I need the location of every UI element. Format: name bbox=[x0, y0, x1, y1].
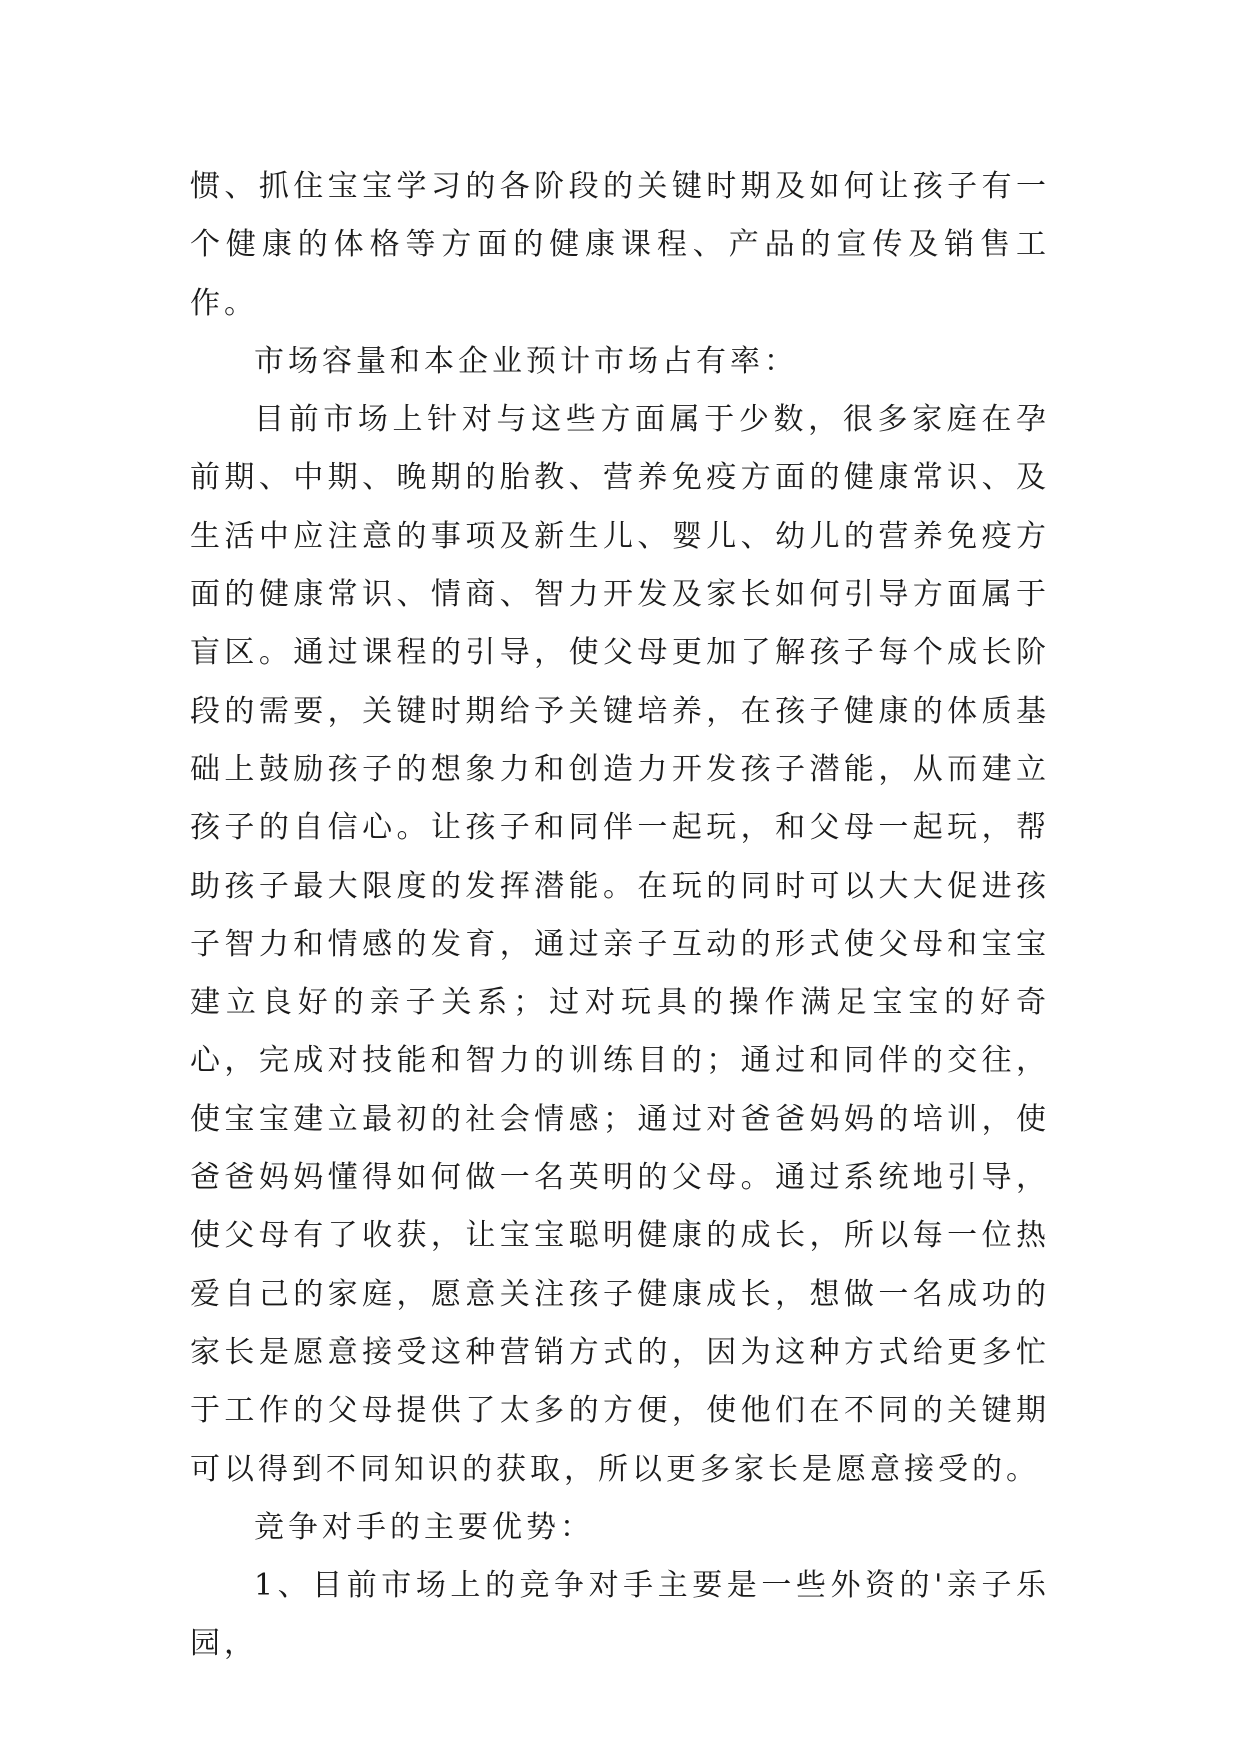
list-item-competitor-1: 1、目前市场上的竞争对手主要是一些外资的'亲子乐园， bbox=[190, 1568, 1050, 1662]
section-heading-market-capacity: 市场容量和本企业预计市场占有率： bbox=[254, 343, 798, 379]
section-heading-competitor-advantages: 竞争对手的主要优势： bbox=[254, 1509, 594, 1545]
document-body bbox=[190, 158, 1050, 1674]
paragraph-market-analysis: 目前市场上针对与这些方面属于少数，很多家庭在孕前期、中期、晚期的胎教、营养免疫方面的健康常识、及生活中应注意的事项及新生儿、婴儿、幼儿的营养免疫方面的健康常识、情商、智力开发及家长如何引导方面属于盲区。通过课程的引导，使父母更加了解孩子每个成长阶段的需要，关键时期给予关键培养，在孩子健康的体质基础上鼓励孩子的想象力和创造力开发孩子潜能，从而建立孩子的自信心。让孩子和同伴一起玩，和父母一起玩，帮助孩子最大限度的发挥潜能。在玩的同时可以大大促进孩子智力和情感的发育，通过亲子互动的形式使父母和宝宝建立良好的亲子关系；过对玩具的操作满足宝宝的好奇心，完成对技能和智力的训练目的；通过和同伴的交往，使宝宝建立最初的社会情感；通过对爸爸妈妈的培训，使爸爸妈妈懂得如何做一名英明的父母。通过系统地引导，使父母有了收获，让宝宝聪明健康的成长，所以每一位热爱自己的家庭，愿意关注孩子健康成长，想做一名成功的家长是愿意接受这种营销方式的，因为这种方式给更多忙于工作的父母提供了太多的方便，使他们在不同的关键期可以得到不同知识的获取，所以更多家长是愿意接受的。 bbox=[190, 402, 1050, 1487]
paragraph-intro-continuation: 惯、抓住宝宝学习的各阶段的关键时期及如何让孩子有一个健康的体格等方面的健康课程、产品的宣传及销售工作。 bbox=[190, 169, 1050, 321]
